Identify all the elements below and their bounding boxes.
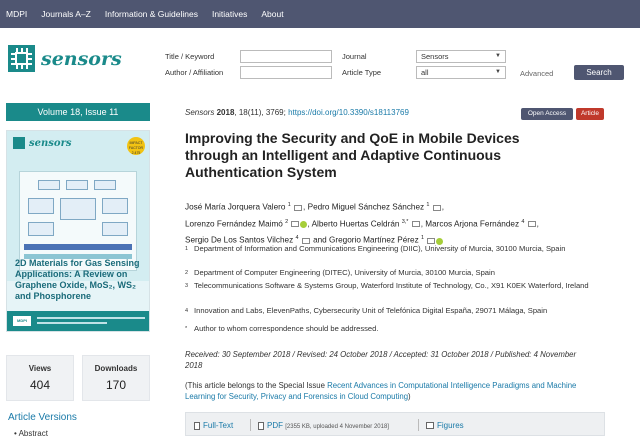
citation-year: 2018 (216, 108, 235, 117)
downloads-stat: Downloads 170 (82, 355, 150, 401)
cover-footer (7, 311, 149, 331)
email-icon[interactable] (291, 221, 299, 227)
affiliation-item: 3 Telecommunications Software & Systems Group, Waterford Institute of Technology, Co., X91 K0EK Waterford, Ireland (185, 281, 589, 290)
author-affiliation-label: Author / Affiliation (165, 68, 224, 77)
author-name[interactable]: Gregorio Martínez Pérez (329, 236, 419, 246)
email-icon[interactable] (433, 205, 441, 211)
search-button[interactable]: Search (574, 65, 624, 80)
cover-article-title: 2D Materials for Gas Sensing Applications: A Review on Graphene Oxide, MoS₂, WS₂ and Phosphorene (15, 258, 140, 301)
author-list: José María Jorquera Valero $^1$ , Pedro Miguel Sánchez Sánchez $^1$ , Lorenzo Fernández Maimó $^2$ , Alberto Huertas Celdrán $^{3,*}$ , Marcos Arjona Fernández $^4$ , Sergio De Los Santos Vilchez $^4$ and Gregorio Martínez Pérez $^1$ (185, 202, 539, 246)
mdpi-logo-icon: MDPI (13, 316, 31, 326)
citation-volume: , 18(11), 3769; (234, 108, 286, 117)
article-metrics (6, 355, 150, 401)
chip-logo-icon (13, 137, 25, 149)
title-keyword-input[interactable] (240, 50, 332, 63)
views-stat: Views 404 (6, 355, 74, 401)
open-access-badge[interactable]: Open Access (521, 108, 573, 120)
article-title: Improving the Security and QoE in Mobile Devices through an Intelligent and Adaptive Continuous Authentication System (185, 130, 520, 180)
download-bar (185, 412, 605, 436)
special-issue-note: (This article belongs to the Special Issue Recent Advances in Computational Intelligence Paradigms and Machine Learning for Security, Privacy and Forensics in Cloud Computing) (185, 381, 577, 401)
publication-dates: Received: 30 September 2018 / Revised: 24 October 2018 / Accepted: 31 October 2018 / Published: 4 November 2018 (185, 350, 577, 370)
full-text-link[interactable]: Full-Text (194, 421, 233, 430)
article-type-badge: Article (576, 108, 604, 120)
author-name[interactable]: Lorenzo Fernández Maimó (185, 219, 283, 229)
pdf-download-link[interactable]: PDF [2355 KB, uploaded 4 November 2018] (258, 421, 389, 430)
article-versions-heading: Article Versions (8, 412, 77, 423)
affiliation-item: 1 Department of Information and Communications Engineering (DIIC), University of Murcia, 30100 Murcia, Spain (185, 244, 566, 253)
top-navigation (0, 0, 640, 28)
doi-link[interactable]: https://doi.org/10.3390/s18113769 (288, 108, 409, 117)
issue-cover-image[interactable] (6, 130, 150, 332)
nav-about[interactable]: About (261, 9, 284, 19)
nav-information-guidelines[interactable]: Information & Guidelines (104, 9, 198, 19)
correspondence-note: * Author to whom correspondence should be addressed. (185, 324, 379, 333)
cover-journal-logo (13, 137, 71, 149)
cover-journal-name: sensors (29, 137, 72, 149)
author-name[interactable]: Pedro Miguel Sánchez Sánchez (307, 202, 425, 212)
affiliation-item: 2 Department of Computer Engineering (DITEC), University of Murcia, 30100 Murcia, Spain (185, 268, 495, 277)
affiliation-item: 4 Innovation and Labs, ElevenPaths, Cybersecurity Unit of Telefónica Digital España, 29071 Málaga, Spain (185, 306, 548, 315)
nav-mdpi[interactable]: MDPI (6, 9, 28, 19)
chevron-down-icon: ▼ (495, 69, 501, 75)
citation-line (185, 108, 409, 117)
journal-name: sensors (41, 47, 122, 70)
article-version-abstract-link[interactable]: • Abstract (14, 429, 48, 437)
pdf-icon (258, 422, 264, 430)
email-icon[interactable] (412, 221, 420, 227)
author-name[interactable]: Alberto Huertas Celdrán (311, 219, 400, 229)
author-name[interactable]: José María Jorquera Valero (185, 202, 286, 212)
author-name[interactable]: Sergio De Los Santos Vilchez (185, 236, 294, 246)
advanced-search-link[interactable]: Advanced (520, 69, 554, 78)
author-name[interactable]: Marcos Arjona Fernández (425, 219, 520, 229)
journal-select-value: Sensors (421, 52, 449, 61)
article-type-label: Article Type (342, 68, 382, 77)
email-icon[interactable] (528, 221, 536, 227)
figures-link[interactable]: Figures (426, 421, 464, 430)
email-icon[interactable] (294, 205, 302, 211)
article-type-select-value: all (421, 68, 429, 77)
journal-select[interactable] (416, 50, 506, 63)
author-affiliation-input[interactable] (240, 66, 332, 79)
special-issue-link[interactable]: Recent Advances in Computational Intelligence Paradigms and Machine Learning for Security, Privacy and Forensics in Cloud Computing (185, 381, 577, 401)
title-keyword-label: Title / Keyword (165, 52, 215, 61)
chip-logo-icon (8, 45, 35, 72)
chevron-down-icon: ▼ (495, 53, 501, 59)
journal-label: Journal (342, 52, 367, 61)
impact-factor-badge: IMPACT FACTOR 2.475 (127, 137, 145, 155)
article-type-select[interactable] (416, 66, 506, 79)
cover-diagram-image (19, 171, 137, 271)
nav-initiatives[interactable]: Initiatives (211, 9, 248, 19)
volume-issue-banner[interactable]: Volume 18, Issue 11 (6, 103, 150, 121)
document-icon (194, 422, 200, 430)
image-icon (426, 422, 434, 429)
citation-journal: Sensors (185, 108, 215, 117)
journal-logo[interactable] (8, 45, 122, 72)
nav-journals[interactable]: Journals A–Z (41, 9, 91, 19)
